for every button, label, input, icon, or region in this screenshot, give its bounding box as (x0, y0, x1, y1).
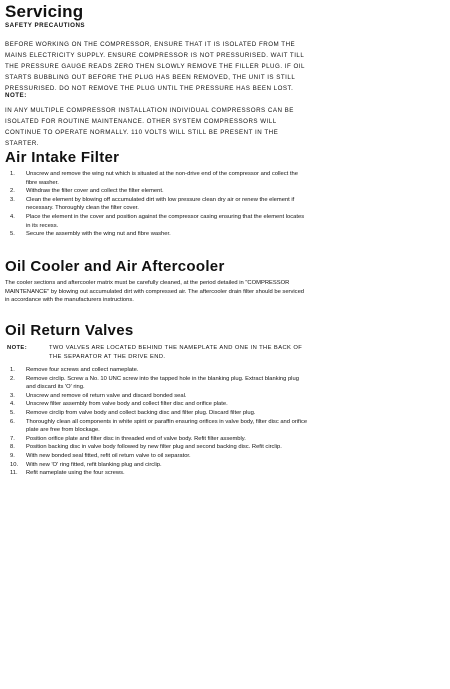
safety-precautions-subheading: SAFETY PRECAUTIONS (5, 22, 86, 29)
oil-return-note-text: TWO VALVES ARE LOCATED BEHIND THE NAMEPLATE AND ONE IN THE BACK OF THE SEPARATOR AT THE DRIVE END. (49, 345, 303, 360)
list-item: 3. Unscrew and remove oil return valve and discard bonded seal. (10, 392, 187, 399)
list-item: 8. Position backing disc in valve body followed by new filter plug and second backing disc. Refit circlip. (10, 444, 282, 451)
list-item: 4. Place the element in the cover and position against the compressor casing ensuring that the element locates in its recess. (10, 213, 305, 229)
safety-paragraph: BEFORE WORKING ON THE COMPRESSOR, ENSURE THAT IT IS ISOLATED FROM THE MAINS ELECTRICITY SUPPLY. ENSURE COMPRESSOR IS NOT PRESSURISED. WAIT TILL THE PRESSURE GAUGE READS ZERO THEN SLOWLY REMOVE THE FILLER PLUG. IF OIL STARTS BUBBLING OUT BEFORE THE PLUG HAS BEEN REMOVED, THE UNIT IS STILL PRESSURISED. DO NOT REMOVE THE PLUG UNTIL THE PRESSURE HAS BEEN LOST. (5, 41, 305, 92)
oil-cooler-paragraph: The cooler sections and aftercooler matrix must be carefully cleaned, at the period detailed in "COMPRESSOR MAINTENANCE" by blowing out accumulated dirt with compressed air. The aftercooler drain filter should be serviced in accordance with the manufacturers instructions. (5, 280, 305, 304)
oil-cooler-heading: Oil Cooler and Air Aftercooler (5, 258, 225, 275)
list-item: 1. Remove four screws and collect nameplate. (10, 367, 139, 373)
oil-return-note-label: NOTE: (7, 345, 28, 351)
isolation-note-paragraph: IN ANY MULTIPLE COMPRESSOR INSTALLATION INDIVIDUAL COMPRESSORS CAN BE ISOLATED FOR ROUTINE MAINTENANCE. OTHER SYSTEM COMPRESSORS WILL CONTINUE TO OPERATE NORMALLY. 110 VOLTS WILL STILL BE PRESENT IN THE STARTER. (5, 107, 294, 147)
oil-return-steps-list (10, 366, 310, 478)
list-item: 11. Refit nameplate using the four screws. (10, 470, 125, 477)
list-item: 4. Unscrew filter assembly from valve body and collect filter disc and orifice plate. (10, 401, 228, 408)
air-intake-steps-list (10, 170, 310, 239)
servicing-note-label: NOTE: (5, 92, 27, 99)
list-item: 6. Thoroughly clean all components in white spirit or paraffin ensuring orifices in valve body, filter disc and orifice plate are free from blockage. (10, 418, 308, 434)
list-item: 9. With new bonded seal fitted, refit oil return valve to oil separator. (10, 452, 191, 459)
oil-return-valves-heading: Oil Return Valves (5, 322, 134, 339)
servicing-heading: Servicing (5, 2, 84, 21)
air-intake-filter-heading: Air Intake Filter (5, 149, 120, 166)
list-item: 10. With new 'O' ring fitted, refit blanking plug and circlip. (10, 461, 162, 468)
list-item: 2. Remove circlip. Screw a No. 10 UNC screw into the tapped hole in the blanking plug. Extract blanking plug and discard its 'O' ring. (10, 375, 299, 391)
list-item: 2. Withdraw the filter cover and collect the filter element. (10, 188, 164, 195)
list-item: 5. Remove circlip from valve body and collect backing disc and filter plug. Discard filter plug. (10, 409, 256, 416)
list-item: 5. Secure the assembly with the wing nut and fibre washer. (10, 231, 171, 238)
list-item: 7. Position orifice plate and filter disc in threaded end of valve body. Refit filter assembly. (10, 435, 246, 442)
list-item: 1. Unscrew and remove the wing nut which is situated at the non-drive end of the compressor and collect the fibre washer. (10, 171, 298, 186)
list-item: 3. Clean the element by blowing off accumulated dirt with low pressure clean dry air or renew the element if necessary. Thoroughly clean the filter cover. (10, 196, 295, 212)
oil-return-note (7, 344, 309, 361)
